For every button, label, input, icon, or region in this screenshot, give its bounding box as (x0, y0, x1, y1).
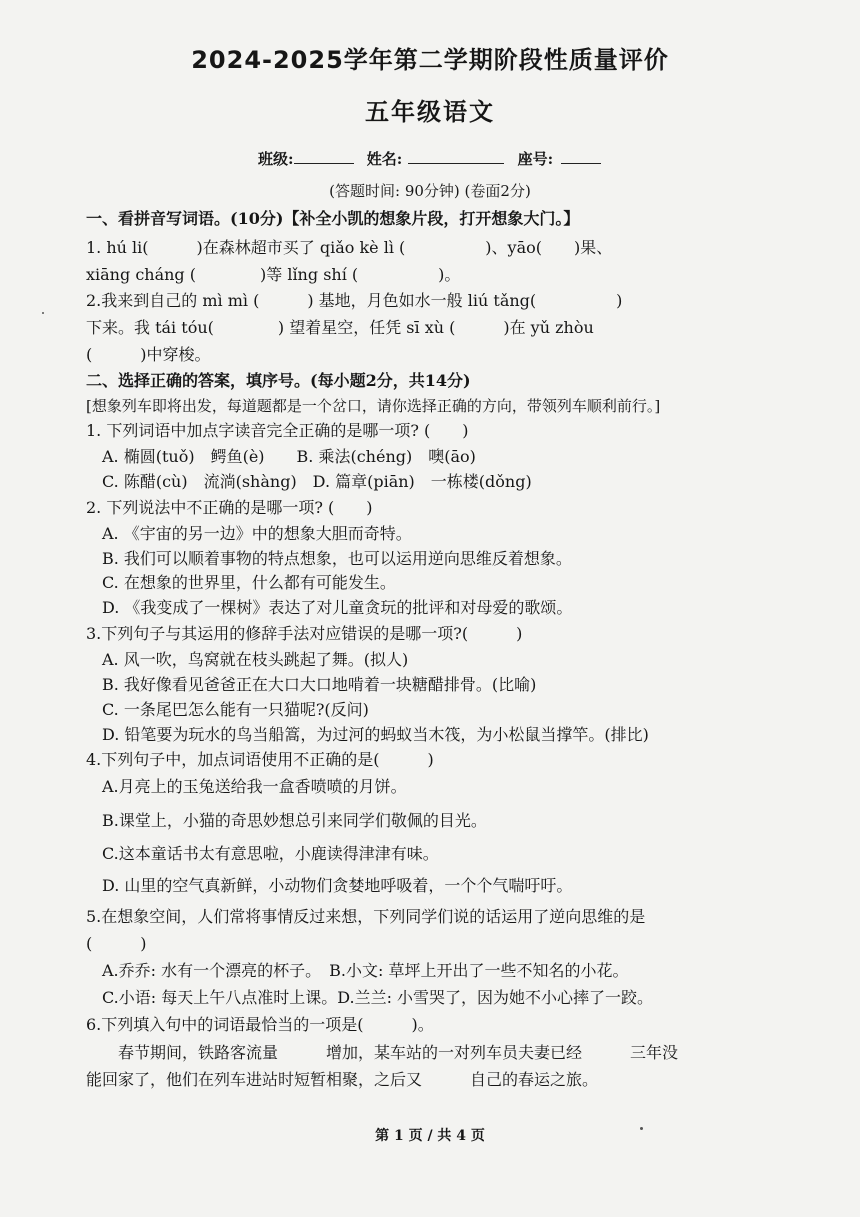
q1-options-cd: C. 陈醋(cù) 流淌(shàng) D. 篇章(piān) 一栋楼(dǒng) (102, 472, 532, 491)
q6-passage-line-2: 能回家了，他们在列车进站时短暂相聚，之后又 自己的春运之旅。 (86, 1070, 599, 1089)
page-footer: 第 1 页 / 共 4 页 (375, 1128, 485, 1144)
q4-option-b: B.课堂上，小猫的奇思妙想总引来同学们敬佩的目光。 (102, 811, 487, 830)
section-2-hint: [想象列车即将出发，每道题都是一个岔口，请你选择正确的方向，带领列车顺利前行。] (86, 397, 661, 415)
q3-option-b: B. 我好像看见爸爸正在大口大口地啃着一块糖醋排骨。(比喻) (102, 675, 537, 694)
pinyin-line-2[interactable]: xiāng cháng ( )等 lǐng shí ( )。 (86, 265, 461, 284)
time-note: (答题时间: 90分钟) (卷面2分) (329, 182, 531, 200)
exam-title: 2024-2025学年第二学期阶段性质量评价 (191, 46, 669, 74)
pinyin-line-1[interactable]: 1. hú li( )在森林超市买了 qiǎo kè lì ( )、yāo( )果、 (86, 238, 613, 257)
q1-options-ab: A. 椭圆(tuǒ) 鳄鱼(è) B. 乘法(chéng) 噢(āo) (102, 447, 476, 466)
exam-subtitle: 五年级语文 (365, 98, 495, 126)
q2-option-a: A. 《宇宙的另一边》中的想象大胆而奇特。 (102, 524, 412, 543)
question-3: 3.下列句子与其运用的修辞手法对应错误的是哪一项?( ) (86, 624, 523, 643)
pinyin-line-5[interactable]: ( )中穿梭。 (86, 345, 211, 364)
pinyin-line-4[interactable]: 下来。我 tái tóu( ) 望着星空，任凭 sī xù ( )在 yǔ zhòu (86, 318, 594, 337)
pinyin-line-3[interactable]: 2.我来到自己的 mì mì ( ) 基地，月色如水一般 liú tǎng( ) (86, 291, 623, 310)
q5-options-cd: C.小语: 每天上午八点准时上课。D.兰兰: 小雪哭了，因为她不小心摔了一跤。 (102, 988, 654, 1007)
name-label: 姓名: (366, 150, 403, 168)
q3-option-d: D. 铅笔要为玩水的鸟当船篙，为过河的蚂蚁当木筏，为小松鼠当撑竿。(排比) (102, 725, 649, 744)
q5-options-ab: A.乔乔: 水有一个漂亮的杯子。 B.小文: 草坪上开出了一些不知名的小花。 (102, 961, 629, 980)
q6-passage-line-1: 春节期间，铁路客流量 增加，某车站的一对列车员夫妻已经 三年没 (118, 1043, 679, 1062)
question-1: 1. 下列词语中加点字读音完全正确的是哪一项? ( ) (86, 421, 469, 440)
section-1-heading: 一、看拼音写词语。(10分)【补全小凯的想象片段，打开想象大门。】 (86, 209, 580, 228)
scan-speck (640, 1127, 643, 1130)
q2-option-b: B. 我们可以顺着事物的特点想象，也可以运用逆向思维反着想象。 (102, 549, 572, 568)
q4-option-a: A.月亮上的玉兔送给我一盒香喷喷的月饼。 (102, 777, 407, 796)
question-2: 2. 下列说法中不正确的是哪一项? ( ) (86, 498, 373, 517)
class-field[interactable] (294, 149, 354, 164)
question-4: 4.下列句子中，加点词语使用不正确的是( ) (86, 750, 434, 769)
q4-option-c: C.这本童话书太有意思啦，小鹿读得津津有味。 (102, 844, 439, 863)
question-5: 5.在想象空间，人们常将事情反过来想，下列同学们说的话运用了逆向思维的是 (86, 907, 646, 926)
question-6: 6.下列填入句中的词语最恰当的一项是( )。 (86, 1015, 434, 1034)
q5-answer-blank[interactable]: ( ) (86, 934, 147, 953)
seat-label: 座号: (517, 150, 554, 168)
q4-option-d: D. 山里的空气真新鲜，小动物们贪婪地呼吸着，一个个气喘吁吁。 (102, 876, 573, 895)
seat-field[interactable] (561, 149, 601, 164)
student-info-row (258, 148, 601, 169)
class-label: 班级: (258, 150, 294, 168)
name-field[interactable] (408, 149, 504, 164)
q3-option-a: A. 风一吹，鸟窝就在枝头跳起了舞。(拟人) (102, 650, 409, 669)
q3-option-c: C. 一条尾巴怎么能有一只猫呢?(反问) (102, 700, 369, 719)
q2-option-d: D. 《我变成了一棵树》表达了对儿童贪玩的批评和对母爱的歌颂。 (102, 598, 573, 617)
q2-option-c: C. 在想象的世界里，什么都有可能发生。 (102, 573, 396, 592)
scan-speck (42, 312, 44, 314)
section-2-heading: 二、选择正确的答案，填序号。(每小题2分，共14分) (86, 371, 471, 390)
